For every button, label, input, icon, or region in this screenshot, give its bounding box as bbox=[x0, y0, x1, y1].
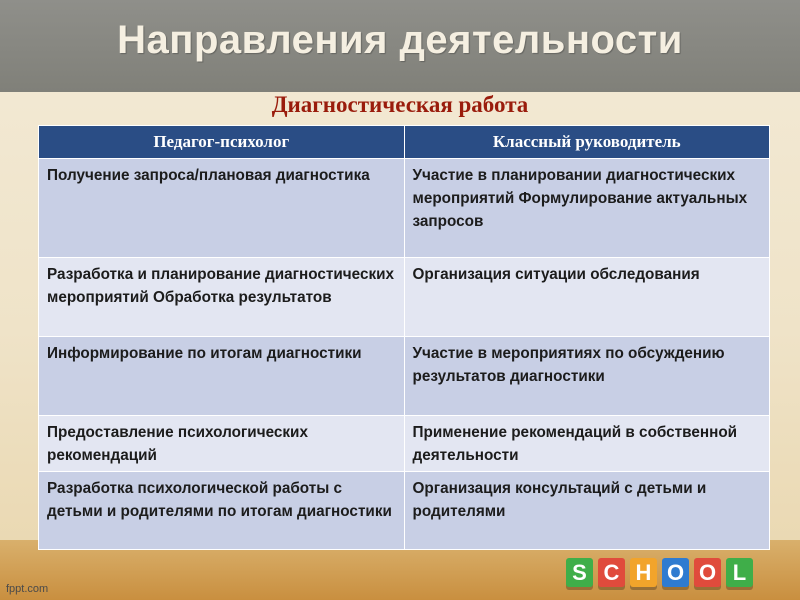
table-row bbox=[39, 472, 770, 550]
source-credit: fppt.com bbox=[6, 583, 49, 595]
column-header-psychologist: Педагог-психолог bbox=[39, 126, 405, 159]
letter-block: H bbox=[630, 558, 657, 587]
cell-psychologist: Предоставление психологических рекомендаций bbox=[39, 416, 405, 472]
table-header-row bbox=[39, 126, 770, 159]
cell-teacher: Организация ситуации обследования bbox=[404, 258, 770, 337]
section-title: Диагностическая работа bbox=[271, 92, 529, 117]
letter-block: L bbox=[726, 558, 753, 587]
cell-psychologist: Получение запроса/плановая диагностика bbox=[39, 159, 405, 258]
cell-psychologist: Информирование по итогам диагностики bbox=[39, 337, 405, 416]
school-blocks-logo bbox=[566, 558, 758, 592]
letter-block: O bbox=[662, 558, 689, 587]
cell-teacher: Организация консультаций с детьми и родителями bbox=[404, 472, 770, 550]
letter-block: S bbox=[566, 558, 593, 587]
column-header-teacher: Классный руководитель bbox=[404, 126, 770, 159]
letter-block: C bbox=[598, 558, 625, 587]
table-row bbox=[39, 337, 770, 416]
table-row bbox=[39, 159, 770, 258]
cell-teacher: Участие в мероприятиях по обсуждению результатов диагностики bbox=[404, 337, 770, 416]
letter-block: O bbox=[694, 558, 721, 587]
table-row bbox=[39, 258, 770, 337]
cell-psychologist: Разработка и планирование диагностических мероприятий Обработка результатов bbox=[39, 258, 405, 337]
table-row bbox=[39, 416, 770, 472]
page-title: Направления деятельности bbox=[117, 18, 683, 62]
cell-teacher: Участие в планировании диагностических мероприятий Формулирование актуальных запросов bbox=[404, 159, 770, 258]
cell-teacher: Применение рекомендаций в собственной деятельности bbox=[404, 416, 770, 472]
activity-table bbox=[38, 125, 770, 550]
cell-psychologist: Разработка психологической работы с детьми и родителями по итогам диагностики bbox=[39, 472, 405, 550]
